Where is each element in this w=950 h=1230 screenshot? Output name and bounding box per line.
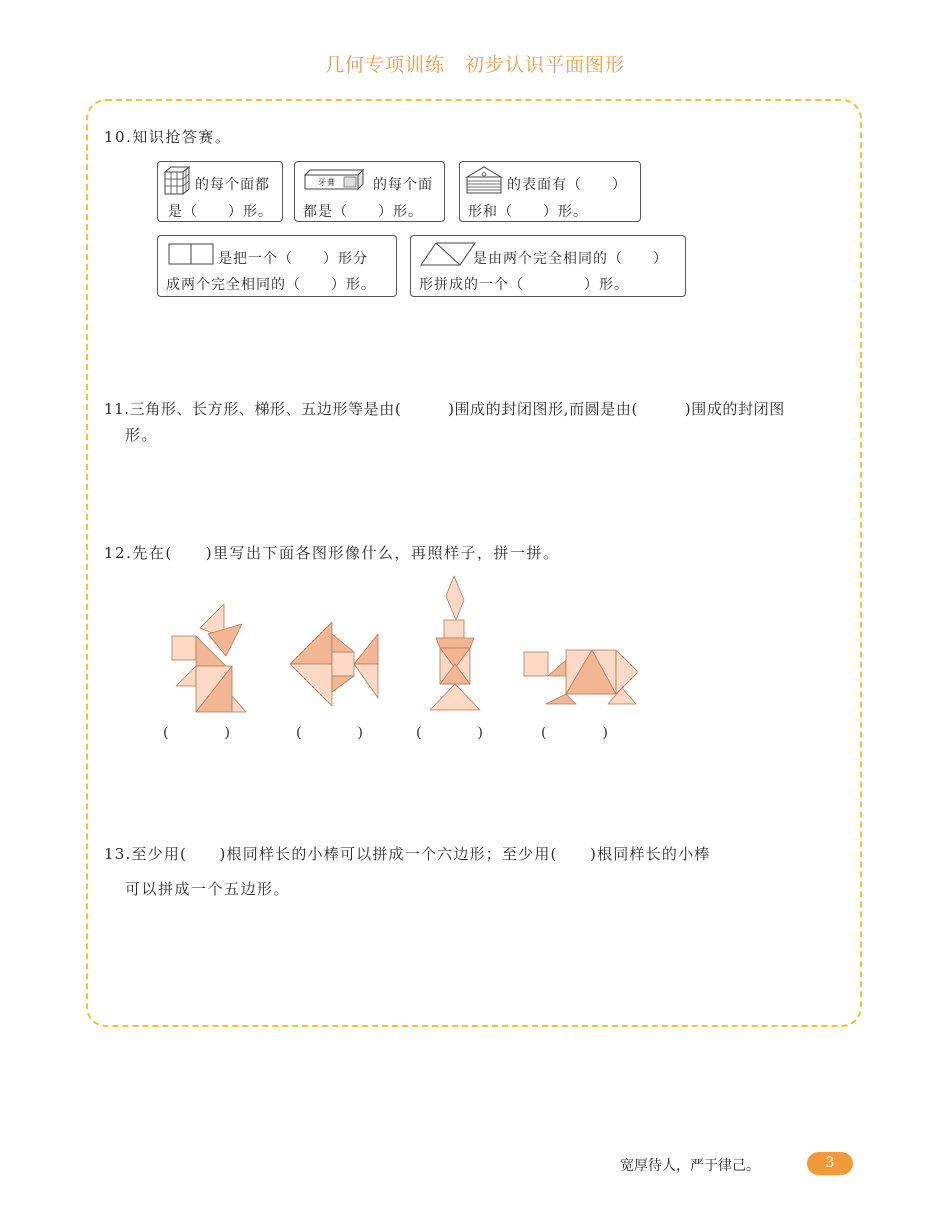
box-cube-line1: 的每个面都: [195, 177, 270, 193]
toothpaste-label: 牙膏: [318, 178, 336, 187]
answer-blank-4[interactable]: ( ): [541, 725, 608, 741]
box-parallelogram-line1: 是由两个完全相同的（ ）: [473, 251, 668, 267]
toothpaste-box-icon: [303, 169, 365, 191]
question-13-line2: 可以拼成一个五边形。: [125, 880, 291, 898]
rubiks-cube-icon: [163, 166, 191, 196]
box-rectangle-line2: 成两个完全相同的（ ）形。: [166, 277, 376, 293]
cake-icon: [465, 165, 503, 195]
box-cake-line1: 的表面有（ ）: [507, 177, 627, 193]
answer-blank-2[interactable]: ( ): [296, 725, 363, 741]
quiz-box-cake: [459, 161, 641, 222]
box-toothpaste-line2: 都是（ ）形。: [303, 204, 423, 220]
quiz-box-rectangle: [157, 235, 397, 297]
box-rectangle-line1: 是把一个（ ）形分: [218, 251, 368, 267]
quiz-box-cube: [157, 161, 283, 222]
tangram-fish: [288, 620, 380, 710]
parallelogram-icon: [419, 241, 477, 267]
box-cake-line2: 形和（ ）形。: [468, 204, 588, 220]
split-rectangle-icon: [168, 243, 214, 265]
tangram-turtle: [522, 648, 640, 708]
quiz-box-toothpaste: [294, 161, 445, 222]
quiz-box-parallelogram: [410, 235, 686, 297]
question-12-title: 12.先在( )里写出下面各图形像什么，再照样子，拼一拼。: [104, 544, 560, 562]
page-title: 几何专项训练 初步认识平面图形: [324, 54, 625, 76]
page-number-badge: 3: [807, 1152, 853, 1175]
box-parallelogram-line2: 形拼成的一个（ ）形。: [419, 277, 629, 293]
tangram-candle: [428, 574, 484, 712]
question-11-line1: 11.三角形、长方形、梯形、五边形等是由( )围成的封闭图形,而圆是由( )围成的封闭图: [104, 400, 785, 418]
answer-blank-3[interactable]: ( ): [416, 725, 483, 741]
question-10-title: 10.知识抢答赛。: [104, 128, 232, 146]
box-cube-line2: 是（ ）形。: [168, 204, 273, 220]
answer-blank-1[interactable]: ( ): [163, 725, 230, 741]
question-11-line2: 形。: [125, 426, 159, 444]
question-13-line1: 13.至少用( )根同样长的小棒可以拼成一个六边形；至少用( )根同样长的小棒: [104, 845, 711, 863]
tangram-rabbit: [168, 600, 248, 716]
box-toothpaste-line1: 的每个面: [373, 177, 433, 193]
footer-motto: 宽厚待人，严于律己。: [620, 1158, 760, 1174]
